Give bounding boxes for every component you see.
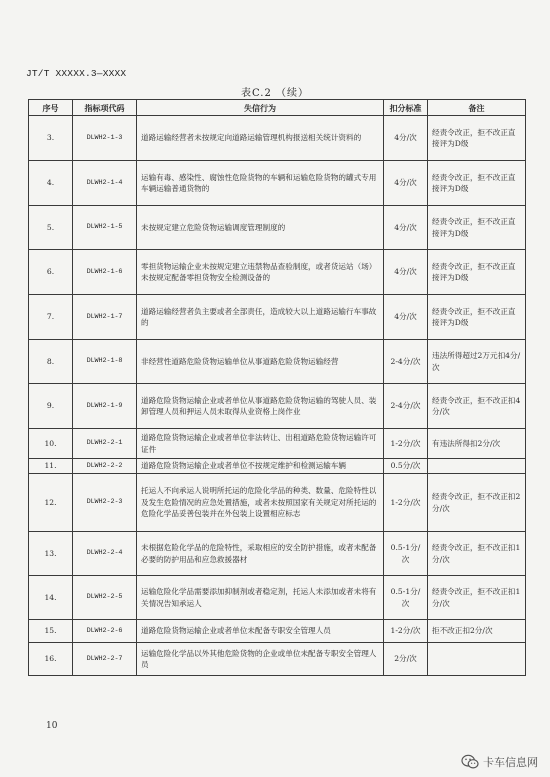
remark: 违法所得超过2万元扣4分/次 — [428, 340, 526, 384]
remark: 经责令改正，拒不改正扣1分/次 — [428, 576, 526, 620]
table-title: 表C.2 （续） — [240, 88, 309, 99]
indicator-code: DLWH2-2-1 — [73, 429, 137, 459]
row-number: 4. — [29, 161, 73, 206]
row-number: 13. — [29, 532, 73, 576]
violation-description: 运输危险化学品需要添加抑制剂或者稳定剂，托运人未添加或者未将有关情况告知承运人 — [137, 576, 384, 620]
row-number: 5. — [29, 206, 73, 250]
indicator-code: DLWH2-2-6 — [73, 620, 137, 643]
column-header-deduction: 扣分标准 — [384, 100, 428, 116]
remark — [428, 643, 526, 676]
violation-description: 道路运输经营者负主要或者全部责任，造成较大以上道路运输行车事故的 — [137, 295, 384, 340]
table-row — [29, 250, 526, 295]
indicator-code: DLWH2-2-2 — [73, 459, 137, 474]
table-header-row — [29, 100, 526, 116]
table-row — [29, 532, 526, 576]
table-row — [29, 340, 526, 384]
column-header-number: 序号 — [29, 100, 73, 116]
deduction-standard: 2分/次 — [384, 643, 428, 676]
violation-description: 运输危险化学品以外其他危险货物的企业或单位未配备专职安全管理人员 — [137, 643, 384, 676]
remark: 经责令改正，拒不改正扣2分/次 — [428, 474, 526, 532]
indicator-code: DLWH2-2-7 — [73, 643, 137, 676]
indicator-code: DLWH2-1-7 — [73, 295, 137, 340]
deduction-standard: 0.5分/次 — [384, 459, 428, 474]
indicator-code: DLWH2-1-8 — [73, 340, 137, 384]
deduction-standard: 0.5-1分/次 — [384, 532, 428, 576]
row-number: 16. — [29, 643, 73, 676]
indicator-code: DLWH2-2-4 — [73, 532, 137, 576]
indicator-code: DLWH2-1-3 — [73, 116, 137, 161]
violation-description: 非经营性道路危险货物运输单位从事道路危险货物运输经营 — [137, 340, 384, 384]
table-row — [29, 295, 526, 340]
remark: 经责令改正，拒不改正直接评为D级 — [428, 206, 526, 250]
row-number: 10. — [29, 429, 73, 459]
column-header-remarks: 备注 — [428, 100, 526, 116]
table-row — [29, 459, 526, 474]
watermark-text: 卡车信息网 — [483, 756, 538, 769]
deduction-standard: 4分/次 — [384, 206, 428, 250]
indicator-code: DLWH2-1-6 — [73, 250, 137, 295]
deduction-standard: 2-4分/次 — [384, 384, 428, 429]
penalty-table — [28, 99, 526, 676]
violation-description: 运输有毒、感染性、腐蚀性危险货物的车辆和运输危险货物的罐式专用车辆运输普通货物的 — [137, 161, 384, 206]
source-watermark — [461, 754, 538, 770]
column-header-indicator-code: 指标项代码 — [73, 100, 137, 116]
deduction-standard: 4分/次 — [384, 161, 428, 206]
remark: 经责令改正，拒不改正直接评为D级 — [428, 161, 526, 206]
table-row — [29, 206, 526, 250]
row-number: 12. — [29, 474, 73, 532]
remark: 有违法所得扣2分/次 — [428, 429, 526, 459]
row-number: 14. — [29, 576, 73, 620]
table-row — [29, 620, 526, 643]
row-number: 7. — [29, 295, 73, 340]
violation-description: 道路危险货物运输企业或者单位非法转让、出租道路危险货物运输许可证件 — [137, 429, 384, 459]
deduction-standard: 1-2分/次 — [384, 474, 428, 532]
violation-description: 道路危险货物运输企业或者单位从事道路危险货物运输的驾驶人员、装卸管理人员和押运人员未取得从业资格上岗作业 — [137, 384, 384, 429]
remark: 经责令改正，拒不改正直接评为D级 — [428, 116, 526, 161]
column-header-violation: 失信行为 — [137, 100, 384, 116]
violation-description: 未根据危险化学品的危险特性，采取相应的安全防护措施，或者未配备必要的防护用品和应急救援器材 — [137, 532, 384, 576]
indicator-code: DLWH2-2-5 — [73, 576, 137, 620]
violation-description: 道路危险货物运输企业或者单位未配备专职安全管理人员 — [137, 620, 384, 643]
deduction-standard: 1-2分/次 — [384, 620, 428, 643]
row-number: 8. — [29, 340, 73, 384]
violation-description: 托运人不向承运人说明所托运的危险化学品的种类、数量、危险特性以及发生危险情况的应急处置措施，或者未按照国家有关规定对所托运的危险化学品妥善包装并在外包装上设置相应标志 — [137, 474, 384, 532]
row-number: 11. — [29, 459, 73, 474]
row-number: 9. — [29, 384, 73, 429]
remark: 经责令改正，拒不改正直接评为D级 — [428, 295, 526, 340]
indicator-code: DLWH2-2-3 — [73, 474, 137, 532]
indicator-code: DLWH2-1-5 — [73, 206, 137, 250]
remark: 经责令改正，拒不改正扣1分/次 — [428, 532, 526, 576]
indicator-code: DLWH2-1-9 — [73, 384, 137, 429]
deduction-standard: 4分/次 — [384, 116, 428, 161]
violation-description: 道路运输经营者未按规定向道路运输管理机构报送相关统计资料的 — [137, 116, 384, 161]
table-row — [29, 116, 526, 161]
wechat-logo-icon — [461, 754, 479, 770]
row-number: 3. — [29, 116, 73, 161]
deduction-standard: 2-4分/次 — [384, 340, 428, 384]
remark: 经责令改正，拒不改正扣4分/次 — [428, 384, 526, 429]
violation-description: 零担货物运输企业未按规定建立违禁物品查验制度，或者货运站（场）未按规定配备零担货物安全检测设备的 — [137, 250, 384, 295]
table-row — [29, 643, 526, 676]
document-code-header: JT/T XXXXX.3—XXXX — [26, 68, 127, 79]
remark: 经责令改正，拒不改正直接评为D级 — [428, 250, 526, 295]
table-row — [29, 429, 526, 459]
table-row — [29, 474, 526, 532]
table-row — [29, 161, 526, 206]
remark: 拒不改正扣2分/次 — [428, 620, 526, 643]
deduction-standard: 1-2分/次 — [384, 429, 428, 459]
violation-description: 未按规定建立危险货物运输调度管理制度的 — [137, 206, 384, 250]
table-row — [29, 384, 526, 429]
indicator-code: DLWH2-1-4 — [73, 161, 137, 206]
row-number: 6. — [29, 250, 73, 295]
deduction-standard: 4分/次 — [384, 295, 428, 340]
violation-description: 道路危险货物运输企业或者单位不按规定维护和检测运输车辆 — [137, 459, 384, 474]
remark — [428, 459, 526, 474]
deduction-standard: 0.5-1分/次 — [384, 576, 428, 620]
deduction-standard: 4分/次 — [384, 250, 428, 295]
table-row — [29, 576, 526, 620]
page-number: 10 — [46, 721, 58, 731]
row-number: 15. — [29, 620, 73, 643]
